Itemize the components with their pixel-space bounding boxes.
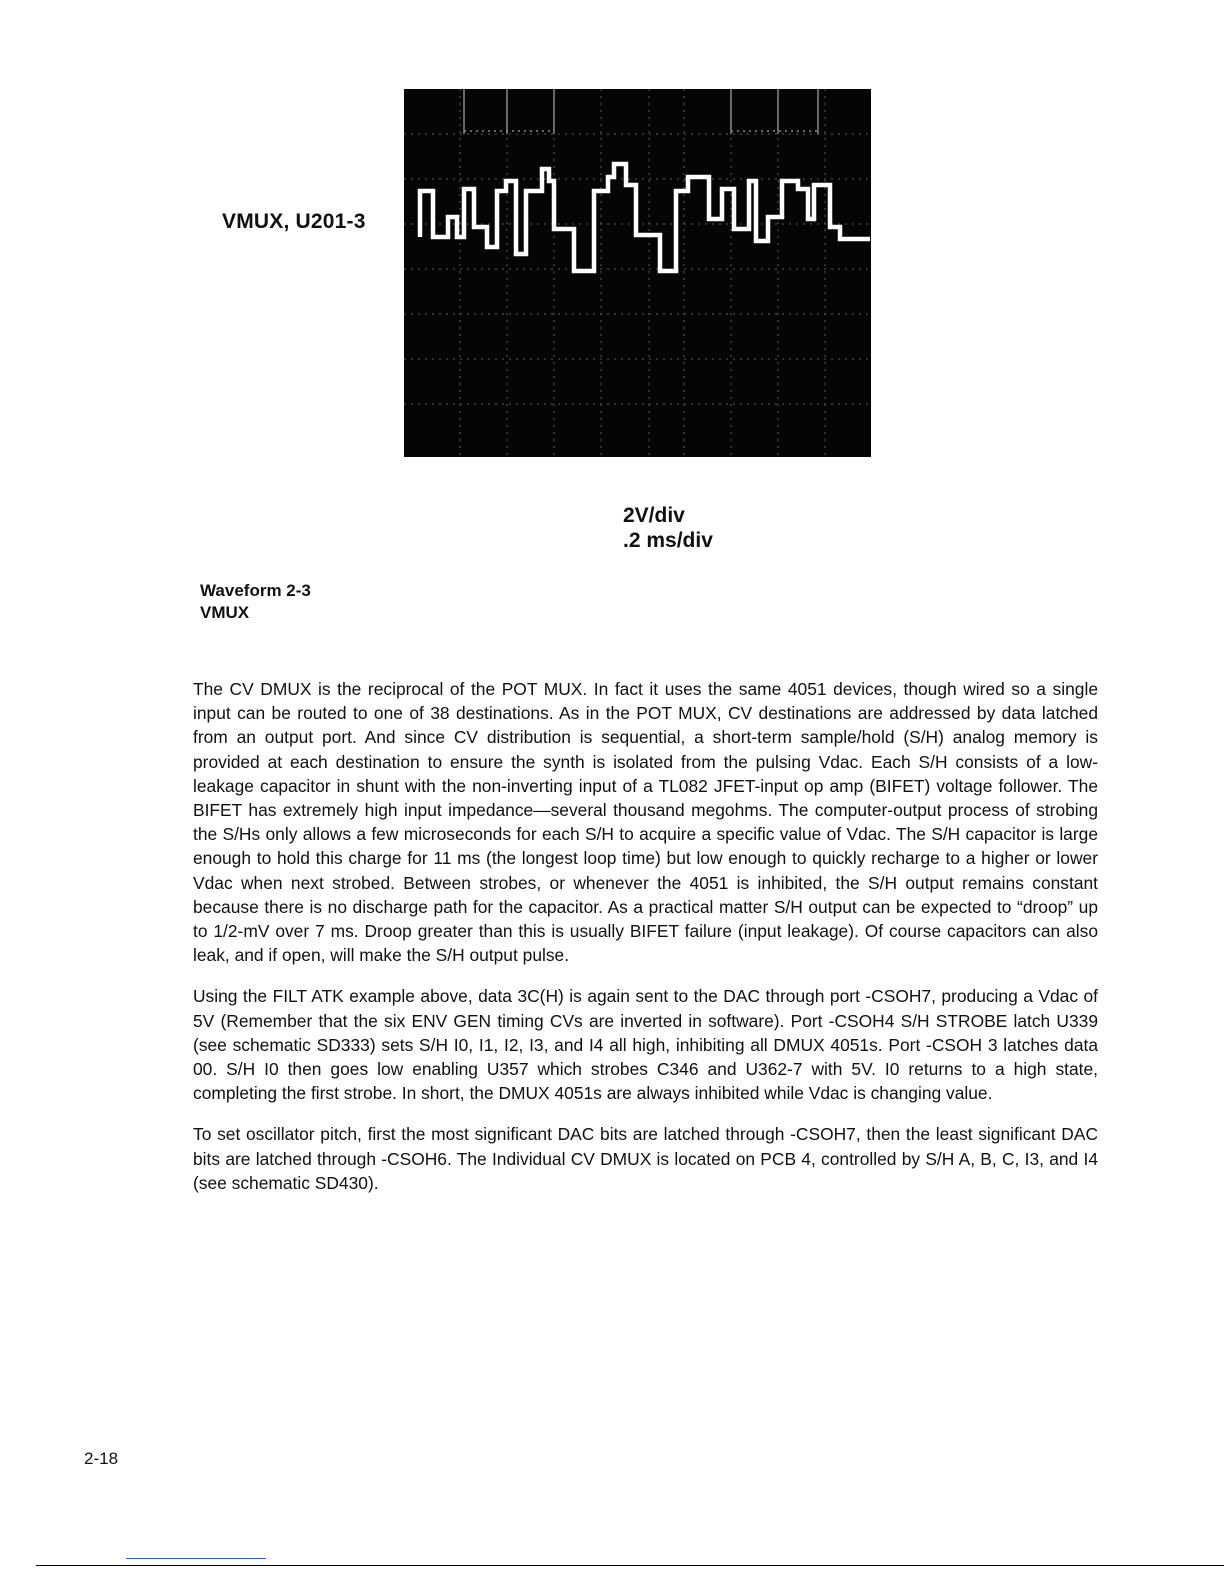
oscilloscope-photo <box>404 89 871 457</box>
body-text <box>193 677 1098 1212</box>
paragraph: To set oscillator pitch, first the most significant DAC bits are latched through -CSOH7, then the least significant DAC bits are latched through -CSOH6. The Individual CV DMUX is located on PCB 4, controlled by S/H A, B, C, I3, and I4 (see schematic SD430). <box>193 1124 1098 1193</box>
paragraph: Using the FILT ATK example above, data 3C(H) is again sent to the DAC through port -CSOH7, producing a Vdac of 5V (Remember that the six ENV GEN timing CVs are inverted in software). Port -CSOH4 S/H STROBE latch U339 (see schematic SD333) sets S/H I0, I1, I2, I3, and I4 all high, inhibiting all DMUX 4051s. Port -CSOH 3 latches data 00. S/H I0 then goes low enabling U357 which strobes C346 and U362-7 with 5V. I0 returns to a high state, completing the first strobe. In short, the DMUX 4051s are always inhibited while Vdac is changing value. <box>193 986 1098 1104</box>
caption-title: Waveform 2-3 <box>200 581 311 600</box>
waveform-signal-label: VMUX, U201-3 <box>222 210 366 233</box>
paragraph: The CV DMUX is the reciprocal of the POT MUX. In fact it uses the same 4051 devices, though wired so a single input can be routed to one of 38 destinations. As in the POT MUX, CV destinations are addressed by data latched from an output port. And since CV distribution is sequential, a short-term sample/hold (S/H) analog memory is provided at each destination to ensure the synth is isolated from the pulsing Vdac. Each S/H consists of a low-leakage capacitor in shunt with the non-inverting input of a TL082 JFET-input op amp (BIFET) voltage follower. The BIFET has extremely high input impedance—several thousand megohms. The computer-output process of strobing the S/Hs only allows a few microseconds for each S/H to acquire a specific value of Vdac. The S/H capacitor is large enough to hold this charge for 11 ms (the longest loop time) but low enough to quickly recharge to a higher or lower Vdac when next strobed. Between strobes, or whenever the 4051 is inhibited, the S/H output remains constant because there is no discharge path for the capacitor. As a practical matter S/H output can be expected to “droop” up to 1/2-mV over 7 ms. Droop greater than this is usually BIFET failure (input leakage). Of course capacitors can also leak, and if open, will make the S/H output pulse. <box>193 679 1098 966</box>
scope-scale-settings <box>623 503 713 553</box>
oscilloscope-graticule <box>404 89 871 457</box>
page-number: 2-18 <box>84 1449 119 1468</box>
vertical-scale-label: 2V/div <box>623 504 685 527</box>
figure-caption <box>200 580 311 624</box>
footer-link-underline <box>126 1558 266 1559</box>
footer-divider <box>36 1565 1224 1566</box>
horizontal-scale-label: .2 ms/div <box>623 529 713 552</box>
caption-subtitle: VMUX <box>200 603 250 622</box>
